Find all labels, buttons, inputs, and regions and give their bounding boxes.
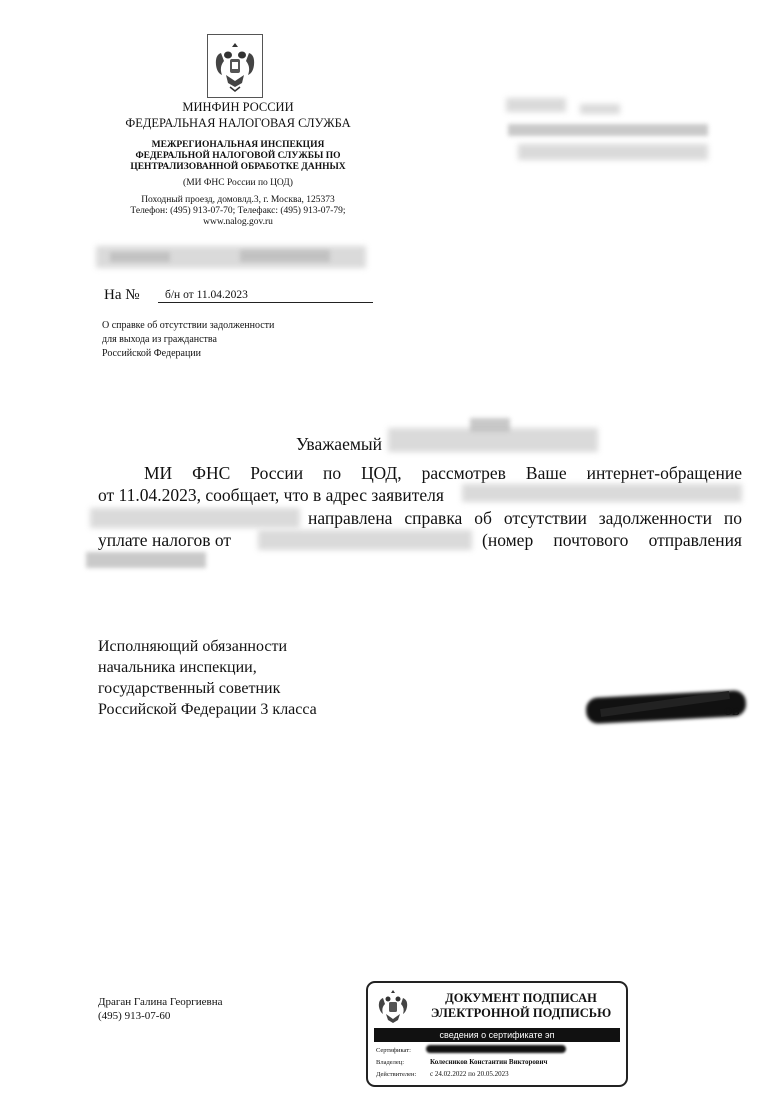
inspection-short-name: (МИ ФНС России по ЦОД) [183,178,293,188]
e-signature-stamp [366,981,628,1087]
inspection-name-line1: МЕЖРЕГИОНАЛЬНАЯ ИНСПЕКЦИЯ [151,140,325,150]
stamp-emblem-icon [374,987,412,1027]
subject-line3: Российской Федерации [102,348,202,359]
stamp-valid-value: с 24.02.2022 по 20.05.2023 [430,1070,509,1078]
inspection-address: Походный проезд, домовлд.3, г. Москва, 125373 [141,195,335,205]
subject-line1: О справке об отсутствии задолженности [102,320,275,331]
letter-body-line3: направлена справка об отсутствии задолженности по [308,508,742,528]
stamp-title-line2: ЭЛЕКТРОННОЙ ПОДПИСЬЮ [430,1006,612,1020]
ref-underline [158,302,373,303]
signatory-title-line3: государственный советник [98,680,281,697]
inspection-phones: Телефон: (495) 913-07-70; Телефакс: (495) 913-07-79; [130,206,346,216]
letter-body-line4a: уплате налогов от [98,530,232,550]
ref-value: б/н от 11.04.2023 [165,289,248,301]
letter-body-line2: от 11.04.2023, сообщает, что в адрес заявителя [98,485,444,505]
stamp-title-line1: ДОКУМЕНТ ПОДПИСАН [445,991,597,1005]
service-name: ФЕДЕРАЛЬНАЯ НАЛОГОВАЯ СЛУЖБА [125,116,351,130]
stamp-owner-label: Владелец: [376,1059,405,1066]
signatory-title-line1: Исполняющий обязанности [98,638,288,655]
russian-emblem-icon [207,34,263,98]
signatory-name-tail: ов [724,702,740,719]
letter-body-line1: МИ ФНС России по ЦОД, рассмотрев Ваше интернет-обращение [144,463,742,483]
stamp-cert-label: Сертификат: [376,1047,411,1054]
executor-name: Драган Галина Георгиевна [98,996,223,1008]
ref-prefix: На № [104,287,140,303]
inspection-name-line3: ЦЕНТРАЛИЗОВАННОЙ ОБРАБОТКЕ ДАННЫХ [130,162,346,172]
stamp-valid-label: Действителен: [376,1071,417,1078]
executor-phone: (495) 913-07-60 [98,1010,171,1022]
stamp-cert-bar: сведения о сертификате эп [374,1028,620,1042]
signatory-title-line4: Российской Федерации 3 класса [98,701,317,718]
letter-body-line4b: (номер почтового отправления [482,530,742,550]
subject-line2: для выхода из гражданства [102,334,217,345]
signatory-title-line2: начальника инспекции, [98,659,257,676]
redacted-cert-number [426,1045,566,1053]
salutation: Уважаемый [296,434,383,454]
inspection-website: www.nalog.gov.ru [203,217,273,227]
inspection-name-line2: ФЕДЕРАЛЬНОЙ НАЛОГОВОЙ СЛУЖБЫ ПО [135,151,341,161]
stamp-owner-value: Колесников Константин Викторович [430,1058,548,1066]
ministry-name: МИНФИН РОССИИ [182,100,294,114]
